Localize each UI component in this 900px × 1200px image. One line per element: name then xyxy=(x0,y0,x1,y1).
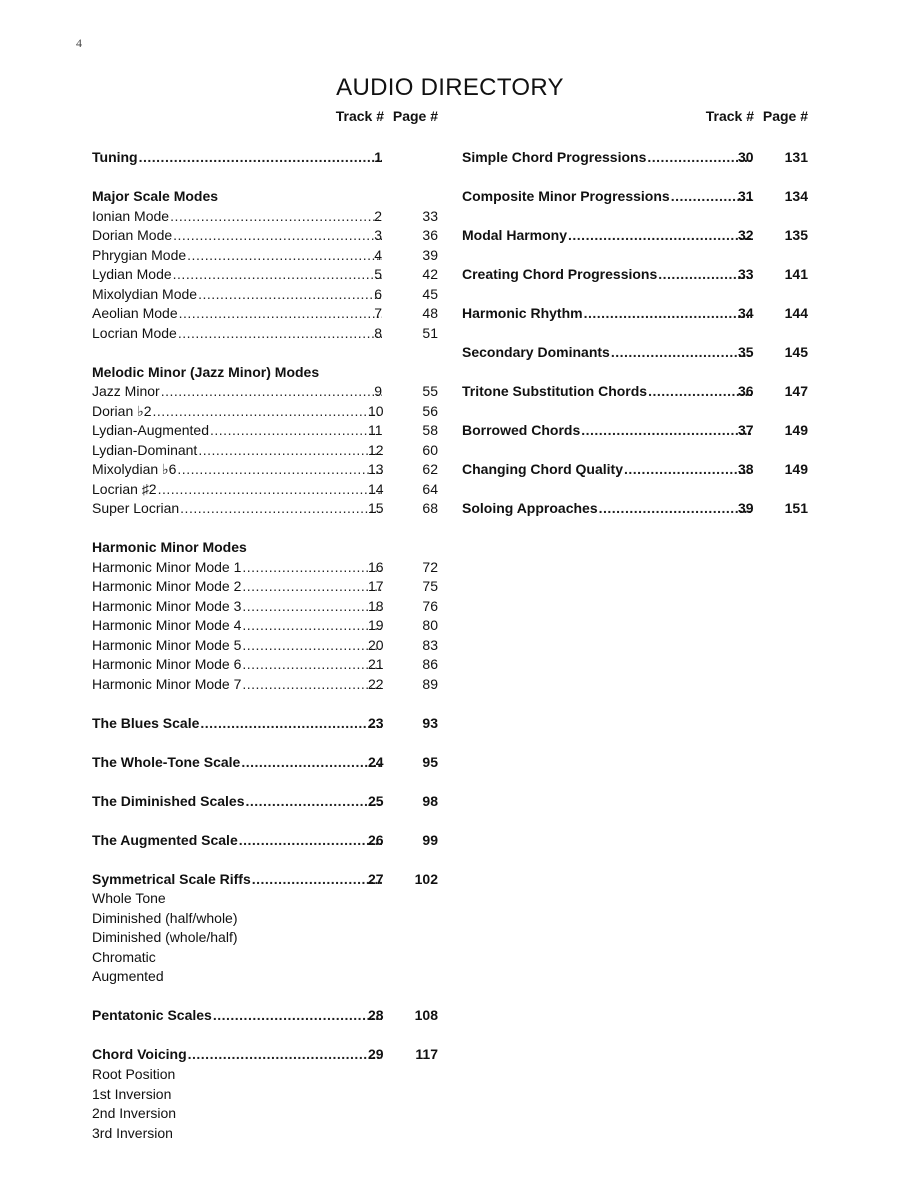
entry-track: 15 xyxy=(368,500,384,516)
dot-leader xyxy=(242,616,382,636)
toc-entry xyxy=(462,499,812,519)
entry-label: Harmonic Minor Mode 2 xyxy=(92,578,242,594)
entry-label: Phrygian Mode xyxy=(92,246,187,263)
dot-leader xyxy=(242,597,382,617)
dot-leader xyxy=(198,285,382,305)
dot-leader xyxy=(179,304,382,324)
toc-entry-tuning: Tuning ..... 1 xyxy=(92,148,442,168)
entry-page: 131 xyxy=(784,149,808,165)
toc-entry-whole-tone: The Whole-Tone Scale ..... 24 95 xyxy=(92,753,442,773)
entry-page: 141 xyxy=(784,266,808,282)
toc-entry-pentatonic: Pentatonic Scales ..... 28 108 xyxy=(92,1006,442,1026)
dot-leader xyxy=(242,655,382,675)
entry-page: 64 xyxy=(422,480,438,497)
entry-page: 62 xyxy=(422,461,438,477)
entry-label: Locrian Mode xyxy=(92,324,177,341)
entry-page: 149 xyxy=(784,422,808,438)
toc-entry-augmented: The Augmented Scale ..... 26 99 xyxy=(92,831,442,851)
page-title: AUDIO DIRECTORY xyxy=(336,74,564,101)
toc-entry xyxy=(92,480,442,500)
dot-leader xyxy=(568,226,752,246)
entry-label: Harmonic Minor Mode 5 xyxy=(92,636,242,653)
entry-label: Ionian Mode xyxy=(92,207,170,224)
voicing-sublist xyxy=(92,1065,442,1143)
track-header: Track # xyxy=(335,108,384,124)
sub-item: Augmented xyxy=(92,968,164,985)
sub-item: Diminished (whole/half) xyxy=(92,929,238,946)
entry-page: 39 xyxy=(422,246,438,263)
entry-track: 7 xyxy=(374,305,382,321)
entry-track: 12 xyxy=(368,441,384,458)
dot-leader xyxy=(242,558,382,578)
dot-leader xyxy=(581,421,752,441)
toc-entry xyxy=(92,460,442,480)
toc-entry-symmetrical: Symmetrical Scale Riffs ..... 27 102 xyxy=(92,870,442,890)
column-header xyxy=(92,108,442,130)
dot-leader xyxy=(180,499,382,519)
entry-label: Jazz Minor xyxy=(92,383,160,399)
toc-entry xyxy=(92,324,442,344)
entry-label: Dorian Mode xyxy=(92,227,173,243)
entry-page: 36 xyxy=(422,227,438,243)
entry-track: 14 xyxy=(368,480,384,497)
entry-page: 58 xyxy=(422,422,438,438)
toc-entry xyxy=(462,421,812,441)
entry-page: 60 xyxy=(422,441,438,458)
dot-leader xyxy=(611,343,752,363)
entry-track: 21 xyxy=(368,656,384,672)
dot-leader xyxy=(210,421,382,441)
dot-leader xyxy=(648,382,752,402)
entry-track: 9 xyxy=(374,383,382,399)
entry-track: 38 xyxy=(738,461,754,477)
entry-track: 16 xyxy=(368,558,384,575)
entry-label: Lydian Mode xyxy=(92,266,172,282)
sub-item: 2nd Inversion xyxy=(92,1105,177,1122)
toc-entry xyxy=(462,343,812,363)
entry-track: 22 xyxy=(368,675,384,692)
entry-label: Harmonic Minor Mode 7 xyxy=(92,675,242,692)
toc-entry xyxy=(462,304,812,324)
toc-entry xyxy=(462,460,812,480)
entry-label: Modal Harmony xyxy=(462,227,568,243)
sub-item: Whole Tone xyxy=(92,890,166,906)
toc-entry xyxy=(462,382,812,402)
entry-label: Dorian ♭2 xyxy=(92,402,152,419)
entry-page: 147 xyxy=(784,383,808,399)
toc-entry xyxy=(92,421,442,441)
entry-page: 149 xyxy=(784,461,808,477)
entry-label: Lydian-Augmented xyxy=(92,422,210,438)
entry-page: 55 xyxy=(422,383,438,399)
entry-label: Aeolian Mode xyxy=(92,305,178,321)
entry-label: Secondary Dominants xyxy=(462,344,610,360)
dot-leader xyxy=(242,675,382,695)
sub-item: 1st Inversion xyxy=(92,1085,172,1102)
toc-entry xyxy=(92,382,442,402)
entry-track: 36 xyxy=(738,383,754,399)
entry-page: 75 xyxy=(422,578,438,594)
entry-page: 45 xyxy=(422,285,438,302)
entry-label: Changing Chord Quality xyxy=(462,461,623,477)
dot-leader xyxy=(242,636,382,656)
entry-track: 10 xyxy=(368,402,384,419)
entry-track: 31 xyxy=(738,188,754,204)
toc-entry xyxy=(92,226,442,246)
sub-item: 3rd Inversion xyxy=(92,1124,173,1141)
entry-label: Lydian-Dominant xyxy=(92,441,198,458)
entry-page: 76 xyxy=(422,597,438,614)
entry-page: 144 xyxy=(784,305,808,321)
entry-label: Mixolydian Mode xyxy=(92,285,198,302)
sub-item: Diminished (half/whole) xyxy=(92,909,238,926)
toc-entry xyxy=(92,499,442,519)
dot-leader xyxy=(170,207,382,227)
toc-entry xyxy=(462,226,812,246)
dot-leader xyxy=(242,577,382,597)
right-entries-list xyxy=(462,148,812,519)
section-heading-harmonic: Harmonic Minor Modes xyxy=(92,539,247,555)
entry-track: 30 xyxy=(738,149,754,165)
entry-track: 39 xyxy=(738,500,754,516)
entry-page: 80 xyxy=(422,617,438,633)
entry-track: 19 xyxy=(368,617,384,633)
entry-page: 83 xyxy=(422,636,438,653)
entry-track: 35 xyxy=(738,344,754,360)
dot-leader xyxy=(177,460,382,480)
dot-leader xyxy=(187,246,382,266)
right-column xyxy=(462,108,812,519)
melodic-modes-list xyxy=(92,382,442,519)
dot-leader xyxy=(161,382,382,402)
entry-label: Composite Minor Progressions xyxy=(462,188,670,204)
entry-label: Harmonic Rhythm xyxy=(462,305,583,321)
entry-track: 20 xyxy=(368,636,384,653)
toc-entry xyxy=(92,655,442,675)
entry-track: 32 xyxy=(738,227,754,243)
entry-page: 56 xyxy=(422,402,438,419)
entry-label: Tritone Substitution Chords xyxy=(462,383,648,399)
dot-leader xyxy=(153,402,382,422)
toc-entry xyxy=(92,207,442,227)
entry-page: 68 xyxy=(422,500,438,516)
toc-entry xyxy=(462,148,812,168)
toc-entry xyxy=(92,577,442,597)
toc-entry xyxy=(92,246,442,266)
toc-entry-voicing: Chord Voicing ..... 29 117 xyxy=(92,1045,442,1065)
entry-track: 4 xyxy=(374,246,382,263)
dot-leader xyxy=(173,226,382,246)
entry-page: 135 xyxy=(784,227,808,243)
entry-page: 151 xyxy=(784,500,808,516)
dot-leader xyxy=(647,148,752,168)
toc-entry xyxy=(92,597,442,617)
toc-entry xyxy=(92,558,442,578)
entry-track: 8 xyxy=(374,324,382,341)
dot-leader xyxy=(173,265,382,285)
toc-entry xyxy=(92,675,442,695)
entry-track: 2 xyxy=(374,207,382,224)
entry-track: 37 xyxy=(738,422,754,438)
dot-leader xyxy=(599,499,752,519)
entry-label: Mixolydian ♭6 xyxy=(92,461,177,477)
entry-track: 34 xyxy=(738,305,754,321)
entry-label: Harmonic Minor Mode 1 xyxy=(92,558,242,575)
entry-page: 48 xyxy=(422,305,438,321)
entry-label: Harmonic Minor Mode 6 xyxy=(92,656,242,672)
entry-track: 33 xyxy=(738,266,754,282)
entry-page: 72 xyxy=(422,558,438,575)
dot-leader xyxy=(178,324,382,344)
page-header: Page # xyxy=(392,108,438,124)
toc-entry xyxy=(92,265,442,285)
toc-entry xyxy=(462,187,812,207)
dot-leader xyxy=(158,480,382,500)
sub-item: Chromatic xyxy=(92,948,156,965)
entry-page: 134 xyxy=(784,188,808,204)
entry-label: Locrian ♯2 xyxy=(92,480,157,497)
dot-leader xyxy=(198,441,382,461)
entry-label: Soloing Approaches xyxy=(462,500,598,516)
entry-track: 18 xyxy=(368,597,384,614)
entry-label: Borrowed Chords xyxy=(462,422,581,438)
page-header: Page # xyxy=(762,108,808,124)
toc-entry xyxy=(92,285,442,305)
entry-track: 5 xyxy=(374,266,382,282)
track-header: Track # xyxy=(705,108,754,124)
entry-label: Simple Chord Progressions xyxy=(462,149,647,165)
entry-track: 3 xyxy=(374,227,382,243)
section-heading-melodic: Melodic Minor (Jazz Minor) Modes xyxy=(92,363,320,380)
toc-entry xyxy=(462,265,812,285)
toc-entry-blues: The Blues Scale ..... 23 93 xyxy=(92,714,442,734)
entry-label: Super Locrian xyxy=(92,500,180,516)
entry-label: Harmonic Minor Mode 3 xyxy=(92,597,242,614)
section-heading-major: Major Scale Modes xyxy=(92,188,219,204)
major-modes-list xyxy=(92,207,442,344)
toc-entry-diminished: The Diminished Scales ..... 25 98 xyxy=(92,792,442,812)
left-column xyxy=(92,108,442,1143)
entry-page: 89 xyxy=(422,675,438,692)
sub-item: Root Position xyxy=(92,1065,176,1082)
toc-entry xyxy=(92,441,442,461)
page-number: 4 xyxy=(76,36,82,50)
entry-page: 51 xyxy=(422,324,438,341)
dot-leader xyxy=(624,460,752,480)
entry-track: 17 xyxy=(368,578,384,594)
toc-entry xyxy=(92,616,442,636)
entry-label: Harmonic Minor Mode 4 xyxy=(92,617,242,633)
symmetrical-sublist xyxy=(92,889,442,987)
entry-track: 11 xyxy=(368,422,383,438)
toc-entry xyxy=(92,402,442,422)
entry-page: 33 xyxy=(422,207,438,224)
harmonic-modes-list xyxy=(92,558,442,695)
toc-entry xyxy=(92,304,442,324)
entry-page: 42 xyxy=(422,266,438,282)
entry-page: 86 xyxy=(422,656,438,672)
entry-track: 13 xyxy=(368,461,384,477)
entry-page: 145 xyxy=(784,344,808,360)
toc-entry xyxy=(92,636,442,656)
entry-label: Creating Chord Progressions xyxy=(462,266,658,282)
column-header xyxy=(462,108,812,130)
dot-leader xyxy=(584,304,752,324)
entry-track: 6 xyxy=(374,285,382,302)
